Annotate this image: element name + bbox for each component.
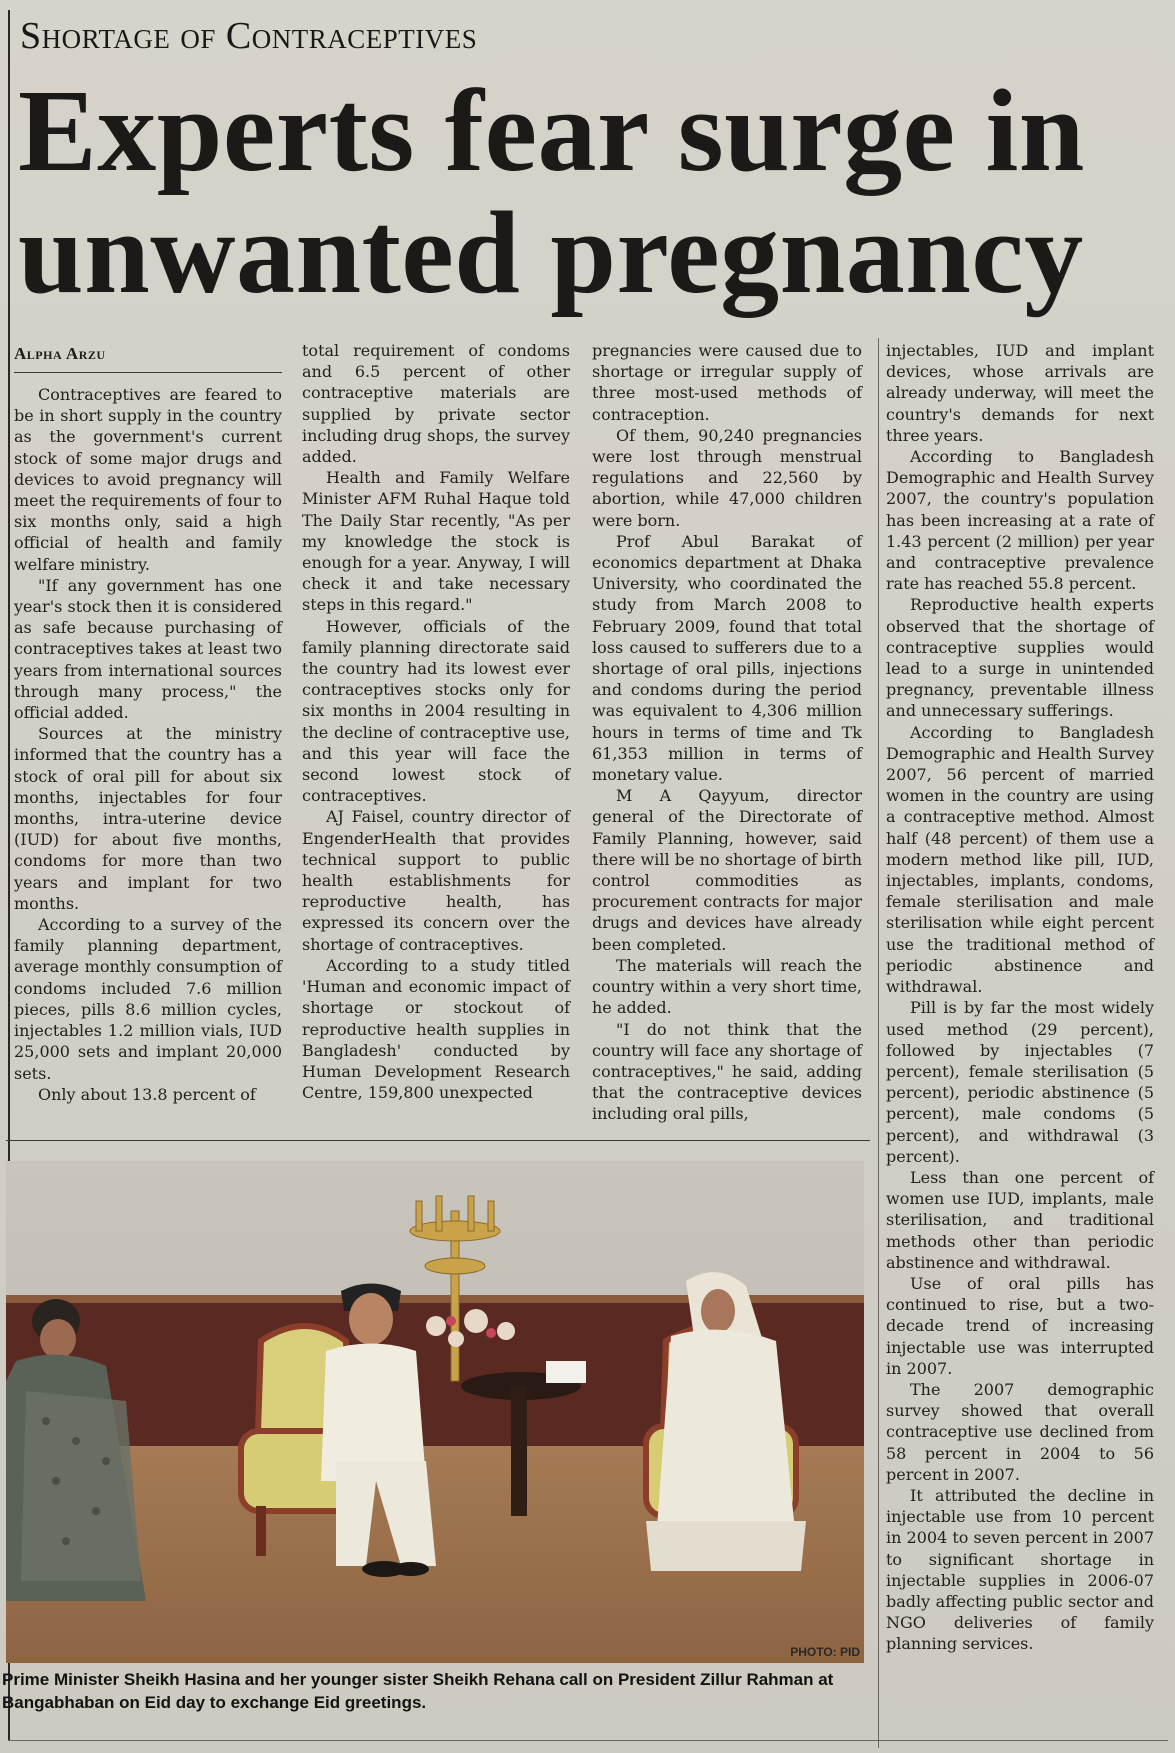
paragraph: Less than one percent of women use IUD, implants, male sterilisation, and traditional methods other than periodic abstinence and withdrawal. — [886, 1167, 1154, 1272]
paragraph: According to a survey of the family planning department, average monthly consumption of condoms included 7.6 million pieces, pills 8.6 million cycles, injectables 1.2 million vials, IUD 25,000 sets and implant 20,000 sets. — [14, 915, 282, 1083]
paragraph: Sources at the ministry informed that the country has a stock of oral pill for about six months, injectables for four months, intra-uterine device (IUD) for about five months, condoms for more than two years and implant for two months. — [14, 724, 282, 913]
photo-credit: PHOTO: PID — [790, 1645, 860, 1659]
paragraph: Only about 13.8 percent of — [38, 1084, 256, 1104]
article-column-3 — [592, 340, 862, 1125]
paragraph: total requirement of condoms and 6.5 percent of other contraceptive materials are supplied by private sector including drug shops, the survey added. — [302, 341, 570, 467]
column-divider — [878, 338, 879, 1748]
paragraph: Reproductive health experts observed that the shortage of contraceptive supplies would lead to a surge in unintended pregnancy, preventable illness and unnecessary sufferings. — [886, 595, 1154, 721]
paragraph: According to Bangladesh Demographic and Health Survey 2007, the country's population has been increasing at a rate of 1.43 percent (2 million) per year and contraceptive prevalence rate has reached 55.8 percent. — [886, 447, 1154, 594]
byline: Alpha Arzu — [14, 344, 282, 373]
article-column-1 — [14, 384, 282, 1105]
paragraph: According to Bangladesh Demographic and Health Survey 2007, 56 percent of married women in the country are using a contraceptive method. Almost half (48 percent) of them use a modern method like pill, IUD, injectables, implants, condoms, female sterilisation and male sterilisation while eight percent use the traditional method of periodic abstinence and withdrawal. — [886, 722, 1154, 997]
paragraph: Of them, 90,240 pregnancies were lost through menstrual regulations and 22,560 by abortion, while 47,000 children were born. — [592, 425, 862, 530]
photo-caption: Prime Minister Sheikh Hasina and her younger sister Sheikh Rehana call on President Zillur Rahman at Bangabhaban on Eid day to exchange Eid greetings. — [2, 1670, 834, 1712]
paragraph: Contraceptives are feared to be in short supply in the country as the government's current stock of some major drugs and devices to avoid pregnancy will meet the requirements of four to six months only, said a high official of health and family welfare ministry. — [14, 385, 282, 574]
bottom-rule — [8, 1740, 1168, 1741]
article-column-4 — [886, 340, 1154, 1740]
paragraph: The materials will reach the country within a very short time, he added. — [592, 955, 862, 1018]
paragraph: injectables, IUD and implant devices, whose arrivals are already underway, will meet the country's demands for next three years. — [886, 341, 1154, 445]
news-photo — [6, 1161, 864, 1663]
article-column-2 — [302, 340, 570, 1103]
section-kicker: Shortage of Contraceptives — [20, 15, 478, 57]
paragraph: It attributed the decline in injectable use from 10 percent in 2004 to seven percent in 2007 to significant shortage in injectable supplies in 2006-07 badly affecting public sector and NGO deliveries of family planning services. — [886, 1485, 1154, 1654]
paragraph: Use of oral pills has continued to rise, but a two-decade trend of increasing injectable use was interrupted in 2007. — [886, 1273, 1154, 1378]
paragraph: Health and Family Welfare Minister AFM Ruhal Haque told The Daily Star recently, "As per my knowledge the stock is enough for a year. Anyway, I will check it and take necessary steps in this regard." — [302, 468, 570, 615]
paragraph: According to a study titled 'Human and economic impact of shortage or stockout of reproductive health supplies in Bangladesh' conducted by Human Development Research Centre, 159,800 unexpected — [302, 955, 570, 1103]
article-headline: Experts fear surge in unwanted pregnancy — [18, 65, 1085, 318]
paragraph: The 2007 demographic survey showed that overall contraceptive use declined from 58 percent in 2004 to 56 percent in 2007. — [886, 1379, 1154, 1484]
paragraph: "I do not think that the country will face any shortage of contraceptives," he said, adding that the contraceptive devices including oral pills, — [592, 1019, 862, 1124]
paragraph: "If any government has one year's stock then it is considered as safe because purchasing of contraceptives takes at least two years from international sources through many process," the official added. — [14, 575, 282, 723]
paragraph: However, officials of the family planning directorate said the country had its lowest ever contraceptives stocks only for six months in 2004 resulting in the decline of contraceptive use, and this year will face the second lowest stock of contraceptives. — [302, 616, 570, 806]
paragraph: AJ Faisel, country director of EngenderHealth that provides technical support to public health establishments for reproductive health, has expressed its concern over the shortage of contraceptives. — [302, 807, 570, 954]
photo-frame — [6, 1140, 870, 1663]
paragraph: Prof Abul Barakat of economics department at Dhaka University, who coordinated the study from March 2008 to February 2009, found that total loss caused to sufferers due to a shortage of oral pills, injections and condoms during the period was equivalent to 4,306 million hours in terms of time and Tk 61,353 million in terms of monetary value. — [592, 531, 862, 785]
paragraph: Pill is by far the most widely used method (29 percent), followed by injectables (7 percent), female sterilisation (5 percent), periodic abstinence (5 percent), male condoms (5 percent), and withdrawal (3 percent). — [886, 998, 1154, 1166]
paragraph: M A Qayyum, director general of the Directorate of Family Planning, however, said there will be no shortage of birth control commodities as procurement contracts for major drugs and devices have already been completed. — [592, 786, 862, 954]
paragraph: pregnancies were caused due to shortage or irregular supply of three most-used methods of contraception. — [592, 341, 862, 424]
